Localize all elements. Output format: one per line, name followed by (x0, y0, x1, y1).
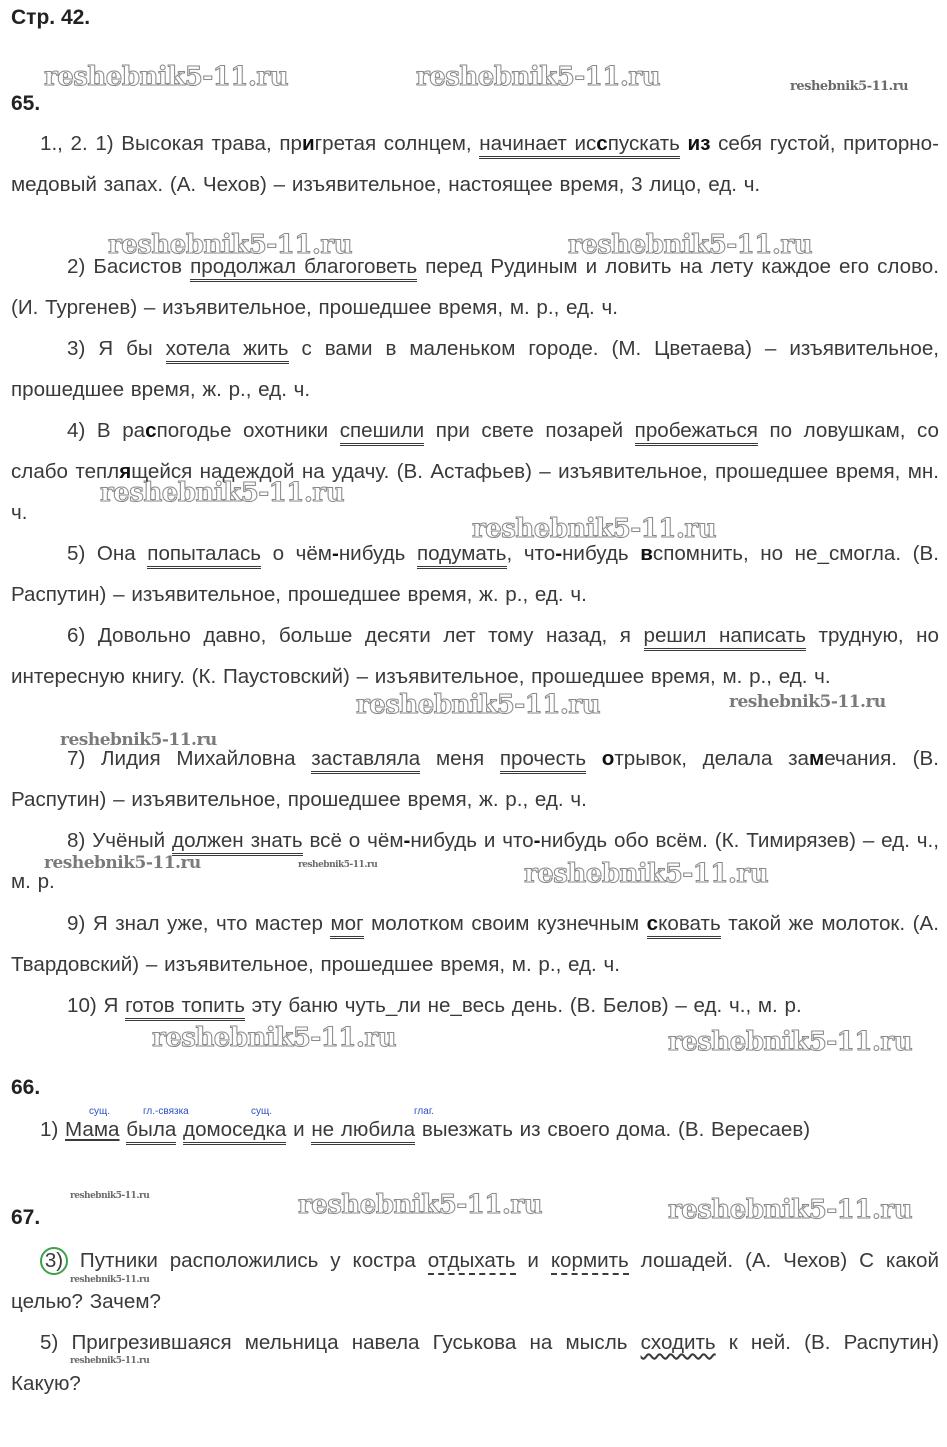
part-of-speech-label: гл.-связка (143, 1106, 189, 1117)
watermark: reshebnik5-11.ru (70, 1356, 150, 1366)
watermark: reshebnik5-11.ru (152, 1023, 397, 1053)
sentence-65-3: 3) Я бы хотела жить с вами в маленьком городе. (М. Цветаева) – изъявительное, прошедшее время, ж. р., ед. ч. (11, 337, 940, 401)
watermark: reshebnik5-11.ru (729, 692, 886, 712)
task-number: 66. (11, 1076, 41, 1099)
part-of-speech-label: сущ. (89, 1106, 111, 1117)
task-number: 67. (11, 1206, 41, 1229)
task-number: 65. (11, 92, 41, 115)
watermark: reshebnik5-11.ru (70, 1191, 150, 1201)
watermark: reshebnik5-11.ru (416, 62, 661, 92)
sentence-66-1: 1) Мама была домоседка и не любила выезжать из своего дома. (В. Вересаев) (11, 1109, 939, 1150)
sentence-67-3: 3) Путники расположились у костра отдыхать и кормить лошадей. (А. Чехов) С какой целью? Зачем? (11, 1249, 940, 1313)
watermark: reshebnik5-11.ru (60, 730, 217, 750)
sentence-65-7: 7) Лидия Михайловна заставляла меня прочесть отрывок, делала замечания. (В. Распутин) – изъявительное, прошедшее время, ж. р., ед. ч. (11, 747, 939, 811)
watermark: reshebnik5-11.ru (108, 230, 353, 260)
watermark: reshebnik5-11.ru (668, 1195, 913, 1225)
page-reference: Стр. 42. (11, 6, 91, 29)
watermark: reshebnik5-11.ru (298, 860, 378, 870)
part-of-speech-label: глаг. (414, 1106, 435, 1117)
sentence-65-8: 8) Учёный должен знать всё о чём-нибудь и что-нибудь обо всём. (К. Тимирязев) – ед. ч., м. р. (11, 829, 939, 893)
watermark: reshebnik5-11.ru (44, 853, 201, 873)
sentence-65-9: 9) Я знал уже, что мастер мог молотком своим кузнечным сковать такой же молоток. (А. Твардовский) – изъявительное, прошедшее время, м. р., ед. ч. (11, 912, 939, 976)
sentence-65-6: 6) Довольно давно, больше десяти лет тому назад, я решил написать трудную, но интересную книгу. (К. Паустовский) – изъявительное, прошедшее время, м. р., ед. ч. (11, 624, 940, 688)
watermark: reshebnik5-11.ru (668, 1027, 913, 1057)
sentence-65-4: 4) В распогодье охотники спешили при свете позарей пробежаться по ловушкам, со слабо теплящейся надеждой на удачу. (В. Астафьев) – изъявительное, прошедшее время, мн. ч. (11, 419, 940, 524)
watermark: reshebnik5-11.ru (70, 1275, 150, 1285)
sentence-65-5: 5) Она попыталась о чём-нибудь подумать, что-нибудь вспомнить, но не_смогла. (В. Распутин) – изъявительное, прошедшее время, ж. р., ед. ч. (11, 542, 939, 606)
sentence-65-1: 1., 2. 1) Высокая трава, пригретая солнцем, начинает исспускать из себя густой, приторно-медовый запах. (А. Чехов) – изъявительное, настоящее время, 3 лицо, ед. ч. (11, 132, 939, 196)
sentence-67-5: 5) Пригрезившаяся мельница навела Гуськова на мысль сходить к ней. (В. Распутин) Какую? (11, 1331, 939, 1395)
circled-number: 3) (40, 1247, 68, 1275)
sentence-65-2: 2) Басистов продолжал благоговеть перед Рудиным и ловить на лету каждое его слово. (И. Тургенев) – изъявительное, прошедшее время, м. р., ед. ч. (11, 255, 939, 319)
watermark: reshebnik5-11.ru (524, 859, 769, 889)
watermark: reshebnik5-11.ru (790, 79, 909, 94)
watermark: reshebnik5-11.ru (44, 62, 289, 92)
watermark: reshebnik5-11.ru (472, 514, 717, 544)
watermark: reshebnik5-11.ru (100, 478, 345, 508)
watermark: reshebnik5-11.ru (298, 1190, 543, 1220)
watermark: reshebnik5-11.ru (568, 230, 813, 260)
watermark: reshebnik5-11.ru (356, 690, 601, 720)
sentence-65-10: 10) Я готов топить эту баню чуть_ли не_весь день. (В. Белов) – ед. ч., м. р. (11, 985, 939, 1026)
part-of-speech-label: сущ. (251, 1106, 273, 1117)
